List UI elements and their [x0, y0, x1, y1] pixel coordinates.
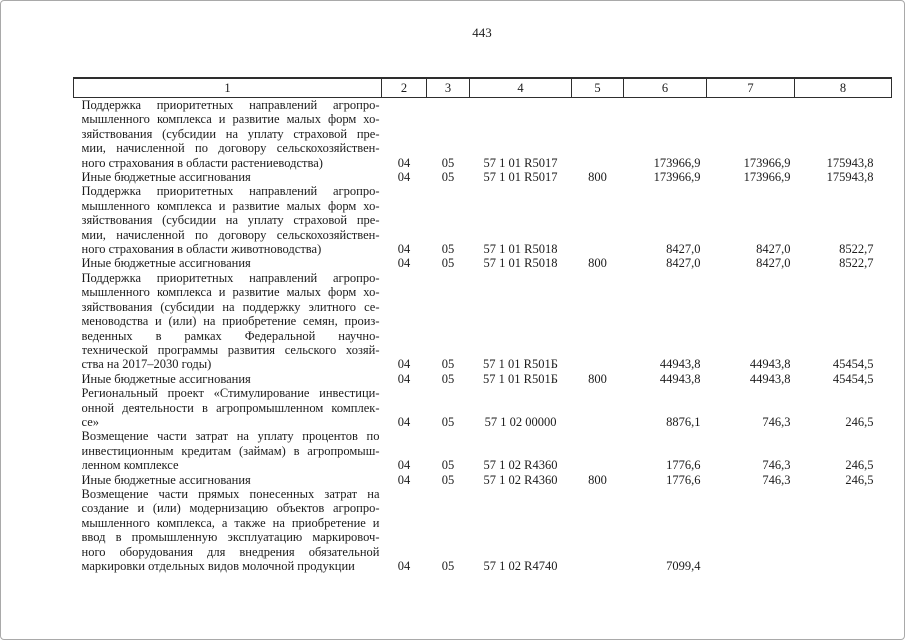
cell-col7: 746,3	[762, 458, 791, 473]
table-row	[74, 256, 892, 270]
cell-col5: 800	[588, 472, 607, 487]
description-line: веденных в рамках Федеральной научно-	[81, 328, 380, 343]
table-header-row	[74, 78, 892, 98]
cell-col4: 57 1 02 R4360	[483, 472, 558, 487]
cell-col4: 57 1 02 00000	[484, 414, 557, 429]
header-col-3: 3	[427, 78, 470, 98]
cell-col5	[572, 184, 624, 256]
cell-col6: 1776,6	[666, 458, 701, 473]
cell-col3: 05	[441, 242, 455, 257]
table-row	[74, 372, 892, 386]
description-line: ного страхования в области животноводства)	[81, 242, 322, 257]
table-row	[74, 271, 892, 372]
description-line: мышленного комплекса и развитие малых форм хо-	[81, 285, 380, 300]
table-row	[74, 184, 892, 256]
description-line: зяйствования (субсидии на уплату страховой пре-	[81, 213, 380, 228]
cell-col5	[572, 98, 624, 171]
cell-col7	[707, 487, 795, 573]
cell-col5: 800	[588, 371, 607, 386]
cell-col8: 175943,8	[826, 155, 874, 170]
cell-col2: 04	[397, 170, 411, 185]
cell-col5	[572, 487, 624, 573]
cell-col8: 45454,5	[832, 371, 874, 386]
description-line: зяйствования (субсидии на поддержку элитного се-	[81, 299, 380, 314]
header-col-1: 1	[74, 78, 382, 98]
cell-col7: 8427,0	[756, 242, 791, 257]
cell-col4: 57 1 02 R4740	[483, 559, 558, 573]
cell-col6: 8427,0	[666, 242, 701, 257]
cell-col7: 746,3	[762, 472, 791, 487]
description-line: инвестиционным кредитам (займам) в агропромыш-	[81, 443, 380, 458]
cell-col2: 04	[397, 242, 411, 257]
cell-col7: 173966,9	[743, 155, 791, 170]
cell-col6: 8427,0	[666, 256, 701, 271]
description-line: ленном комплексе	[81, 458, 179, 473]
cell-col6: 7099,4	[666, 559, 701, 573]
description-line: мышленного комплекса и развитие малых форм хо-	[81, 198, 380, 213]
description-line: Поддержка приоритетных направлений агропро-	[81, 98, 380, 112]
description-line: онной деятельности в агропромышленном комплек-	[81, 400, 380, 415]
description-cell	[74, 256, 382, 270]
cell-col5: 800	[588, 256, 607, 271]
description-line: создание и (или) модернизацию объектов агропро-	[81, 501, 380, 516]
table-row	[74, 386, 892, 429]
cell-col2: 04	[397, 559, 411, 573]
cell-col3: 05	[441, 472, 455, 487]
description-line: мии, начисленной по договору сельскохозяйствен-	[81, 227, 380, 242]
cell-col4: 57 1 01 R5018	[483, 256, 558, 271]
description-line: зяйствования (субсидии на уплату страховой пре-	[81, 126, 380, 141]
description-line: ного оборудования для внедрения обязательной	[81, 544, 380, 559]
description-line: Поддержка приоритетных направлений агропро-	[81, 184, 380, 199]
description-cell	[74, 487, 382, 573]
cell-col4: 57 1 02 R4360	[483, 458, 558, 473]
cell-col5	[572, 386, 624, 429]
cell-col6: 8876,1	[666, 414, 701, 429]
cell-col6: 1776,6	[666, 472, 701, 487]
cell-col2: 04	[397, 458, 411, 473]
header-col-4: 4	[470, 78, 572, 98]
cell-col8: 175943,8	[826, 170, 874, 185]
cell-col6: 173966,9	[653, 170, 701, 185]
cell-col4: 57 1 01 R501Б	[483, 357, 558, 372]
cell-col3: 05	[441, 371, 455, 386]
description-line: мышленного комплекса, а также на приобретение и	[81, 515, 380, 530]
table-row	[74, 98, 892, 171]
cell-col7: 173966,9	[743, 170, 791, 185]
cell-col2: 04	[397, 371, 411, 386]
description-line: Иные бюджетные ассигнования	[81, 170, 251, 185]
description-cell	[74, 184, 382, 256]
cell-col4: 57 1 01 R5017	[483, 170, 558, 185]
table-row	[74, 170, 892, 184]
cell-col8: 8522,7	[839, 242, 874, 257]
cell-col5	[572, 429, 624, 472]
cell-col3: 05	[441, 559, 455, 573]
description-line: меноводства и (или) на приобретение семян, произ-	[81, 314, 380, 329]
cell-col8: 246,5	[845, 472, 874, 487]
cell-col8	[795, 487, 892, 573]
cell-col2: 04	[397, 155, 411, 170]
cell-col3: 05	[441, 458, 455, 473]
description-line: Региональный проект «Стимулирование инвестици-	[81, 386, 380, 401]
table-row	[74, 429, 892, 472]
cell-col7: 8427,0	[756, 256, 791, 271]
cell-col2: 04	[397, 357, 411, 372]
cell-col3: 05	[441, 256, 455, 271]
table-body	[74, 98, 892, 574]
page-content	[73, 25, 891, 573]
table-row	[74, 487, 892, 573]
cell-col6: 173966,9	[653, 155, 701, 170]
cell-col4: 57 1 01 R5017	[483, 155, 558, 170]
cell-col2: 04	[397, 472, 411, 487]
cell-col4: 57 1 01 R501Б	[483, 371, 558, 386]
description-cell	[74, 170, 382, 184]
cell-col2: 04	[397, 414, 411, 429]
description-line: Возмещение части затрат на уплату процентов по	[81, 429, 380, 444]
cell-col3: 05	[441, 170, 455, 185]
cell-col8: 45454,5	[832, 357, 874, 372]
description-line: ного страхования в области растениеводства)	[81, 155, 323, 170]
cell-col3: 05	[441, 414, 455, 429]
cell-col8: 246,5	[845, 458, 874, 473]
description-line: мышленного комплекса и развитие малых форм хо-	[81, 112, 380, 127]
description-line: технической программы развития сельского хозяй-	[81, 342, 380, 357]
description-line: се»	[81, 414, 99, 429]
header-col-7: 7	[707, 78, 795, 98]
description-cell	[74, 429, 382, 472]
cell-col2: 04	[397, 256, 411, 271]
description-cell	[74, 372, 382, 386]
cell-col3: 05	[441, 155, 455, 170]
cell-col8: 8522,7	[839, 256, 874, 271]
cell-col6: 44943,8	[659, 371, 701, 386]
description-line: Иные бюджетные ассигнования	[81, 472, 251, 487]
cell-col8: 246,5	[845, 414, 874, 429]
header-col-6: 6	[624, 78, 707, 98]
description-line: ввод в промышленную эксплуатацию маркировоч-	[81, 530, 380, 545]
description-line: мии, начисленной по договору сельскохозяйствен-	[81, 141, 380, 156]
description-line: Иные бюджетные ассигнования	[81, 371, 251, 386]
description-line: Иные бюджетные ассигнования	[81, 256, 251, 271]
table-row	[74, 473, 892, 487]
cell-col7: 44943,8	[749, 371, 791, 386]
header-col-2: 2	[382, 78, 427, 98]
header-col-8: 8	[795, 78, 892, 98]
description-line: маркировки отдельных видов молочной продукции	[81, 559, 355, 573]
description-line: Поддержка приоритетных направлений агропро-	[81, 270, 380, 285]
budget-table	[73, 77, 892, 573]
description-cell	[74, 271, 382, 372]
header-col-5: 5	[572, 78, 624, 98]
page-number: 443	[472, 25, 492, 40]
cell-col6: 44943,8	[659, 357, 701, 372]
cell-col5	[572, 271, 624, 372]
cell-col5: 800	[588, 170, 607, 185]
cell-col4: 57 1 01 R5018	[483, 242, 558, 257]
description-cell	[74, 98, 382, 171]
cell-col7: 44943,8	[749, 357, 791, 372]
description-line: ства на 2017–2030 годы)	[81, 357, 212, 372]
description-cell	[74, 473, 382, 487]
description-cell	[74, 386, 382, 429]
cell-col3: 05	[441, 357, 455, 372]
cell-col7: 746,3	[762, 414, 791, 429]
description-line: Возмещение части прямых понесенных затрат на	[81, 486, 380, 501]
